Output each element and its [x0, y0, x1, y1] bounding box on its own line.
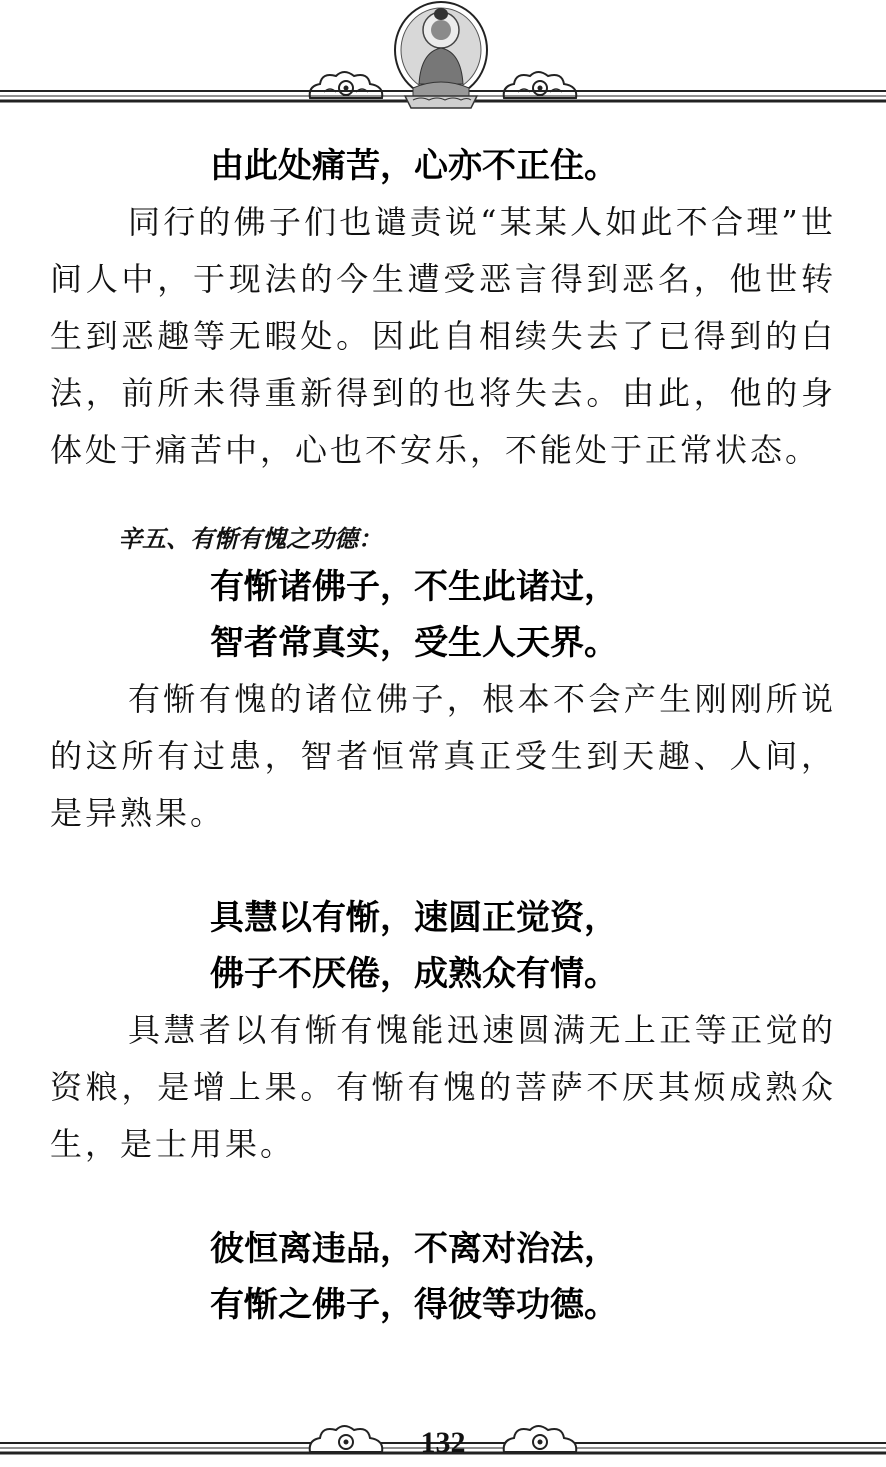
- page-content: [50, 138, 836, 1333]
- verse-line: 彼恒离违品，不离对治法，: [210, 1229, 618, 1269]
- commentary-paragraph: 具慧者以有惭有愧能迅速圆满无上正等正觉的资粮，是增上果。有惭有愧的菩萨不厌其烦成熟众生，是士用果。: [50, 1011, 836, 1163]
- verse-line: 具慧以有惭，速圆正觉资，: [210, 898, 618, 938]
- verse-line: 有惭之佛子，得彼等功德。: [210, 1285, 618, 1325]
- verse-line: 由此处痛苦，心亦不正住。: [210, 146, 618, 186]
- verse-line: 有惭诸佛子，不生此诸过，: [210, 567, 618, 607]
- buddha-image: [391, 0, 491, 112]
- cloud-ornament-icon: [500, 68, 580, 104]
- commentary-paragraph: 同行的佛子们也谴责说“某某人如此不合理”世间人中，于现法的今生遭受恶言得到恶名，他世转生到恶趣等无暇处。因此自相续失去了已得到的白法，前所未得重新得到的也将失去。由此，他的身体处于痛苦中，心也不安乐，不能处于正常状态。: [50, 203, 836, 469]
- page-number: 132: [420, 1426, 466, 1459]
- cloud-ornament-icon: [306, 68, 386, 104]
- page-header: [0, 0, 886, 120]
- verse-line: 佛子不厌倦，成熟众有情。: [210, 954, 618, 994]
- verse-line: 智者常真实，受生人天界。: [210, 623, 618, 663]
- commentary-paragraph: 有惭有愧的诸位佛子，根本不会产生刚刚所说的这所有过患，智者恒常真正受生到天趣、人间，是异熟果。: [50, 680, 836, 832]
- section-heading: 辛五、有惭有愧之功德：: [118, 524, 382, 553]
